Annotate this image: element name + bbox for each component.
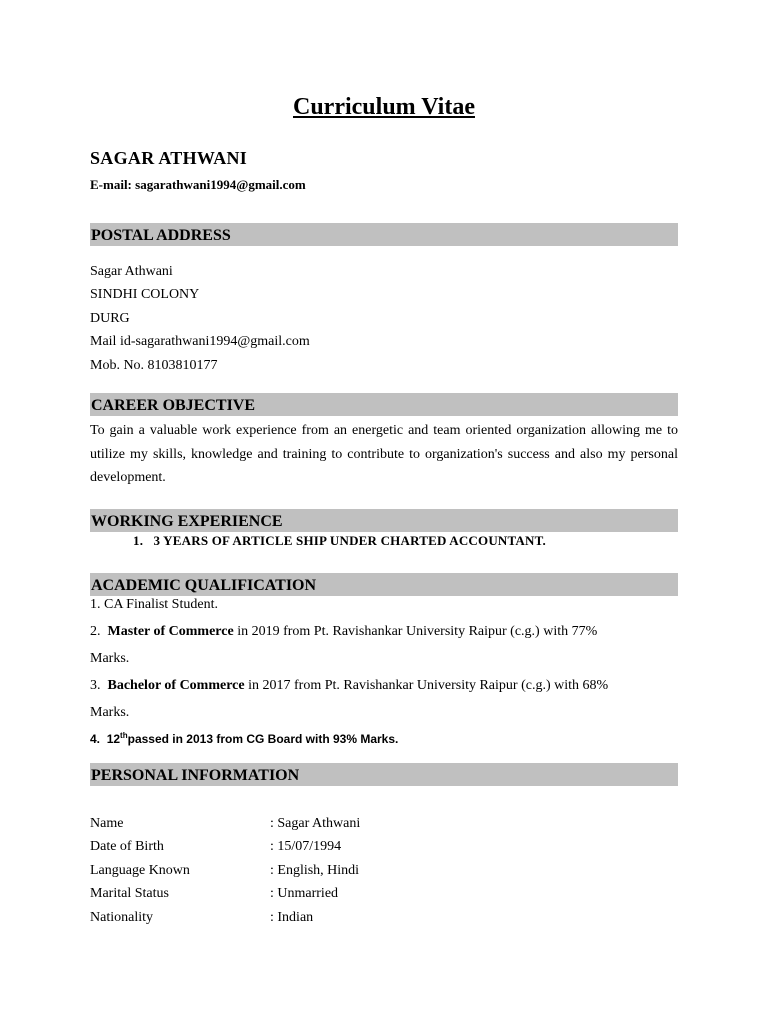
info-value-dob: : 15/07/1994 bbox=[270, 839, 342, 854]
academic-item-3: 3. Bachelor of Commerce in 2017 from Pt. Ravishankar University Raipur (c.g.) with 68% bbox=[90, 678, 609, 693]
info-value-language: : English, Hindi bbox=[270, 863, 360, 878]
career-objective-text: To gain a valuable work experience from an energetic and team oriented organization allowing me to utilize my skills, knowledge and training to contribute to organization's success and also my personal development. bbox=[90, 423, 678, 485]
info-label-nationality: Nationality bbox=[90, 910, 153, 925]
candidate-name: SAGAR ATHWANI bbox=[90, 148, 248, 168]
address-line-city: DURG bbox=[90, 311, 130, 326]
academic-item-2-cont: Marks. bbox=[90, 651, 130, 666]
info-value-nationality: : Indian bbox=[270, 910, 314, 925]
section-academic-qualification: ACADEMIC QUALIFICATION bbox=[90, 573, 678, 596]
address-line-colony: SINDHI COLONY bbox=[90, 287, 200, 302]
academic-item-2: 2. Master of Commerce in 2019 from Pt. Ravishankar University Raipur (c.g.) with 77% bbox=[90, 624, 598, 639]
section-working-experience: WORKING EXPERIENCE bbox=[90, 509, 678, 532]
info-label-dob: Date of Birth bbox=[90, 839, 164, 854]
address-line-mail: Mail id-sagarathwani1994@gmail.com bbox=[90, 334, 310, 349]
experience-item: 1. 3 YEARS OF ARTICLE SHIP UNDER CHARTED ACCOUNTANT. bbox=[133, 533, 546, 548]
document-title: Curriculum Vitae bbox=[293, 94, 475, 120]
address-line-mobile: Mob. No. 8103810177 bbox=[90, 358, 218, 373]
section-postal-address: POSTAL ADDRESS bbox=[90, 223, 678, 246]
info-label-marital: Marital Status bbox=[90, 886, 169, 901]
candidate-email: E-mail: sagarathwani1994@gmail.com bbox=[90, 177, 306, 192]
academic-item-1: 1. CA Finalist Student. bbox=[90, 597, 218, 612]
info-value-marital: : Unmarried bbox=[270, 886, 339, 901]
info-value-name: : Sagar Athwani bbox=[270, 816, 361, 831]
address-line-name: Sagar Athwani bbox=[90, 264, 173, 279]
info-label-language: Language Known bbox=[90, 863, 190, 878]
academic-item-3-cont: Marks. bbox=[90, 705, 130, 720]
section-personal-information: PERSONAL INFORMATION bbox=[90, 763, 678, 786]
info-label-name: Name bbox=[90, 816, 124, 831]
academic-item-4: 4. 12thpassed in 2013 from CG Board with 93% Marks. bbox=[90, 731, 399, 746]
section-career-objective: CAREER OBJECTIVE bbox=[90, 393, 678, 416]
